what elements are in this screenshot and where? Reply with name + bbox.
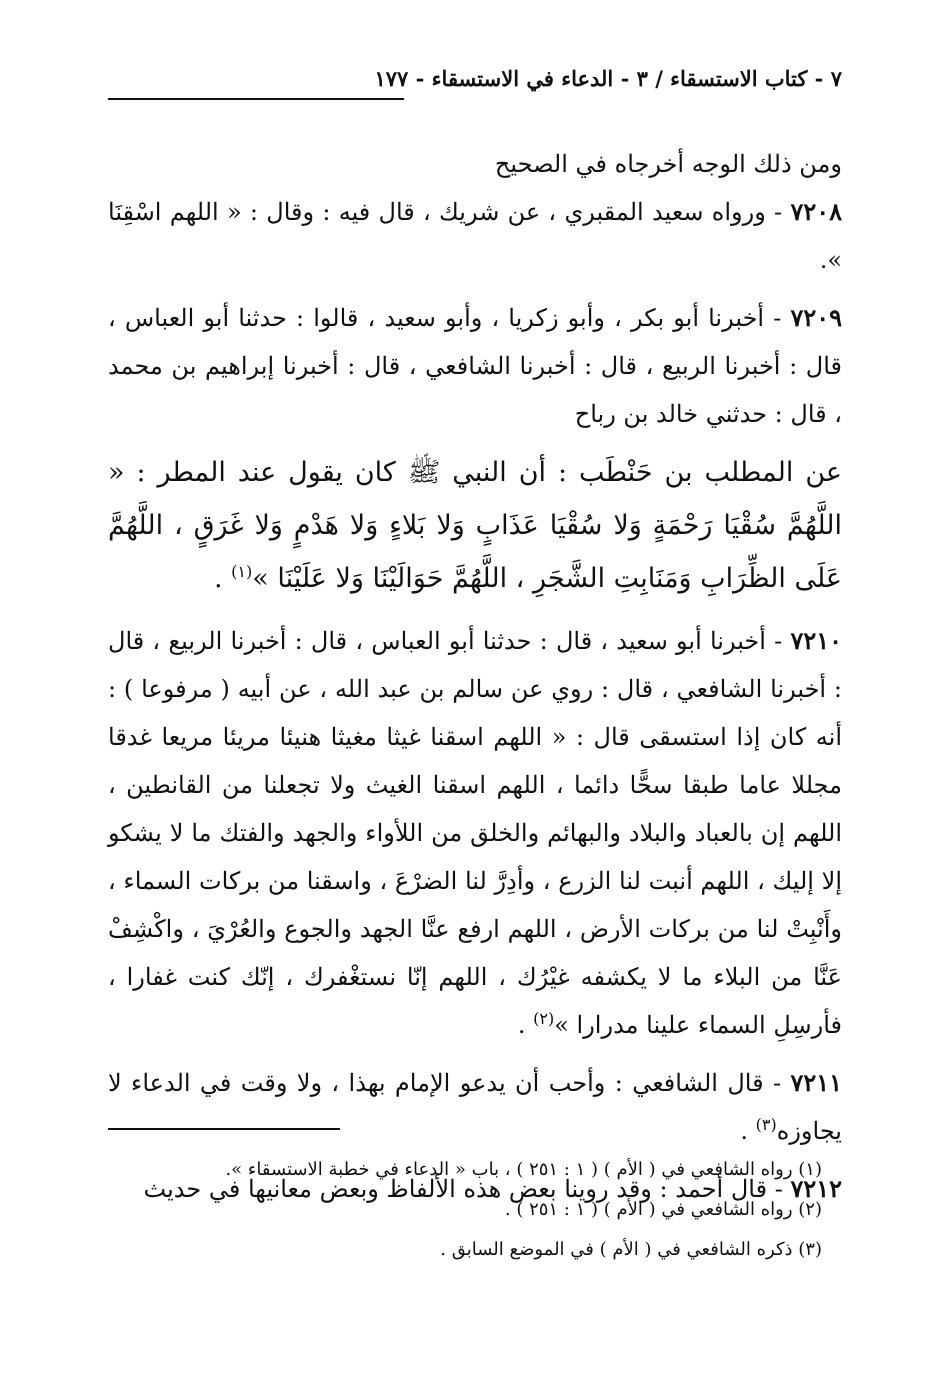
footnote-2: (٢) رواه الشافعي في ( الأم ) ( ١ : ٢٥١ ) . — [504, 1199, 822, 1220]
running-title: ٧ - كتاب الاستسقاء / ٣ - الدعاء في الاستسقاء - ١٧٧ — [374, 66, 842, 91]
paragraph-end: . — [517, 1011, 534, 1039]
paragraph-hadith-text — [108, 446, 842, 605]
footnote-ref: (٢) — [533, 1009, 555, 1028]
paragraph-7211 — [108, 1059, 842, 1155]
header-rule — [108, 98, 404, 100]
footnote-ref: (٣) — [755, 1115, 777, 1134]
hadith-number: ٧٢١٠ — [790, 626, 842, 655]
paragraph-text: ومن ذلك الوجه أخرجاه في الصحيح — [494, 150, 842, 178]
paragraph-text: - أخبرنا أبو بكر ، وأبو زكريا ، وأبو سعيد ، قالوا : حدثنا أبو العباس ، قال : أخبرنا الربيع ، قال : أخبرنا الشافعي ، قال : أخبرنا إبراهيم بن محمد ، قال : حدثني خالد بن رباح — [108, 304, 842, 428]
footnote-ref: (١) — [231, 562, 253, 581]
paragraph-text: - قال الشافعي : وأحب أن يدعو الإمام بهذا ، ولا وقت في الدعاء لا يجاوزه — [108, 1069, 842, 1145]
hadith-number: ٧٢٠٨ — [790, 197, 842, 226]
paragraph-7208 — [108, 188, 842, 284]
hadith-number: ٧٢٠٩ — [790, 303, 842, 332]
paragraph-end: . — [740, 1117, 756, 1145]
footnote-1: (١) رواه الشافعي في ( الأم ) ( ١ : ٢٥١ ) ، باب « الدعاء في خطبة الاستسقاء ». — [225, 1159, 822, 1180]
paragraph-text: - قال أحمد : وقد روينا بعض هذه الألفاظ وبعض معانيها في حديث — [143, 1175, 791, 1203]
paragraph-text: عن المطلب بن حَنْطَب : أن النبي ﷺ كان يقول عند المطر : « اللَّهُمَّ سُقْيَا رَحْمَةٍ وَلا سُقْيَا عَذَابٍ وَلا بَلاءٍ وَلا هَدْمٍ وَلا غَرَقٍ ، اللَّهُمَّ عَلَى الظِّرَابِ وَمَنَابِتِ الشَّجَرِ ، اللَّهُمَّ حَوَالَيْنَا وَلا عَلَيْنَا » — [108, 457, 842, 594]
footnotes — [108, 1150, 822, 1270]
paragraph-text: - أخبرنا أبو سعيد ، قال : حدثنا أبو العباس ، قال : أخبرنا الربيع ، قال : أخبرنا الشافعي ، قال : روي عن سالم بن عبد الله ، عن أبيه ( مرفوعا ) : أنه كان إذا استسقى قال : « اللهم اسقنا غيثا مغيثا هنيئا مريئا مريعا غدقا مجللا عاما طبقا سحًّا دائما ، اللهم اسقنا الغيث ولا تجعلنا من القانطين ، اللهم إن بالعباد والبلاد والبهائم والخلق من اللأواء والجهد والفتك ما لا يشكو إلا إليك ، اللهم أنبت لنا الزرع ، وأدِرَّ لنا الضرْعَ ، واسقنا من بركات السماء ، وأَنْبِتْ لنا من بركات الأرض ، اللهم ارفع عنَّا الجهد والجوع والعُرْيَ ، واكْشِفْ عَنَّا من البلاء ما لا يكشفه غيْرُك ، اللهم إنّا نستغْفرك ، إنّك كنت غفارا ، فأرسِلِ السماء علينا مدرارا » — [108, 627, 843, 1039]
footnote-3: (٣) ذكره الشافعي في ( الأم ) في الموضع السابق . — [440, 1239, 822, 1260]
paragraph-intro — [108, 140, 842, 188]
paragraph-text: - ورواه سعيد المقبري ، عن شريك ، قال فيه : وقال : « اللهم اسْقِنَا ». — [108, 198, 842, 274]
paragraph-7210 — [108, 617, 842, 1049]
paragraph-7209 — [108, 294, 842, 438]
footnote-separator — [108, 1128, 340, 1130]
hadith-number: ٧٢١٢ — [790, 1174, 842, 1203]
hadith-number: ٧٢١١ — [790, 1068, 842, 1097]
main-text — [108, 140, 842, 1213]
paragraph-end: . — [213, 563, 232, 594]
page-header — [108, 66, 842, 106]
